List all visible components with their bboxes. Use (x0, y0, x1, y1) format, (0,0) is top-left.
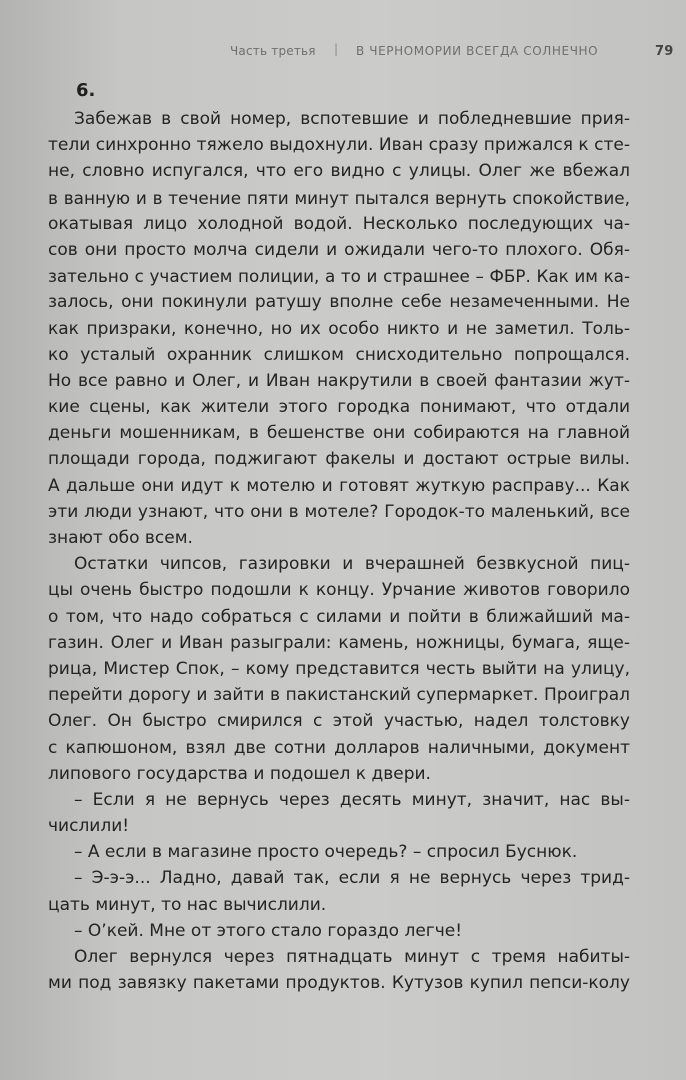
text-line: – О’кей. Мне от этого стало гораздо легче! (74, 920, 463, 941)
text-line: с капюшоном, взял две сотни долларов наличными, документ (48, 737, 630, 758)
text-line: числили! (48, 816, 130, 837)
text-line: Остатки чипсов, газировки и вчерашней безвкусной пиц- (74, 554, 630, 575)
text-line: Олег вернулся через пятнадцать минут с тремя набиты- (74, 947, 630, 967)
text-line: в ванную и в течение пяти минут пытался вернуть спокойствие, (48, 187, 630, 208)
text-line: газин. Олег и Иван разыграли: камень, ножницы, бумага, яще- (48, 632, 630, 653)
text-line: зательно с участием полиции, а то и страшнее – ФБР. Как им ка- (48, 266, 630, 287)
page-number: 79 (655, 44, 674, 59)
text-line: ми под завязку пакетами продуктов. Кутузов купил пепси-колу (48, 973, 630, 994)
body-text (48, 106, 630, 996)
text-line: рица, Мистер Спок, – кому представится честь выйти на улицу, (48, 658, 630, 679)
running-header (230, 40, 686, 64)
header-separator: | (334, 42, 339, 56)
text-line: окатывая лицо холодной водой. Несколько последующих ча- (48, 213, 630, 234)
text-line: липового государства и подошел к двери. (48, 763, 431, 784)
chapter-title: В ЧЕРНОМОРИИ ВСЕГДА СОЛНЕЧНО (356, 44, 599, 58)
text-line: – Э-э-э... Ладно, давай так, если я не вернусь через трид- (74, 868, 630, 889)
text-line: цать минут, то нас вычислили. (48, 894, 327, 915)
text-line: площади города, поджигают факелы и достают острые вилы. (48, 449, 630, 470)
text-line: о том, что надо собраться с силами и пойти в ближайший ма- (48, 606, 630, 627)
text-line: деньги мошенникам, в бешенстве они собираются на главной (48, 423, 630, 444)
text-line: А дальше они идут к мотелю и готовят жуткую расправу... Как (48, 475, 630, 496)
section-number: 6. (76, 80, 96, 101)
text-line: Забежав в свой номер, вспотевшие и побледневшие прия- (74, 109, 630, 129)
text-line: не, словно испугался, что его видно с улицы. Олег же вбежал (48, 161, 630, 182)
text-line: залось, они покинули ратушу вполне себе незамеченными. Не (48, 292, 630, 313)
text-line: – А если в магазине просто очередь? – спросил Буснюк. (74, 842, 578, 863)
text-line: сов они просто молча сидели и ожидали чего-то плохого. Обя- (48, 239, 630, 260)
text-line: – Если я не вернусь через десять минут, значит, нас вы- (74, 789, 630, 810)
text-line: ко усталый охранник слишком снисходительно попрощался. (48, 344, 630, 365)
text-line: Олег. Он быстро смирился с этой участью, надел толстовку (48, 711, 630, 732)
text-line: цы очень быстро подошли к концу. Урчание животов говорило (48, 580, 630, 601)
text-line: кие сцены, как жители этого городка понимают, что отдали (48, 397, 630, 418)
part-label: Часть третья (230, 44, 316, 58)
text-line: перейти дорогу и зайти в пакистанский супермаркет. Проиграл (48, 685, 630, 706)
text-line: эти люди узнают, что они в мотеле? Городок-то маленький, все (48, 501, 630, 522)
text-line: тели синхронно тяжело выдохнули. Иван сразу прижался к сте- (48, 135, 630, 156)
text-line: как призраки, конечно, но их особо никто и не заметил. Толь- (48, 318, 630, 339)
text-line: Но все равно и Олег, и Иван накрутили в своей фантазии жут- (48, 370, 630, 391)
text-line: знают обо всем. (48, 528, 193, 548)
